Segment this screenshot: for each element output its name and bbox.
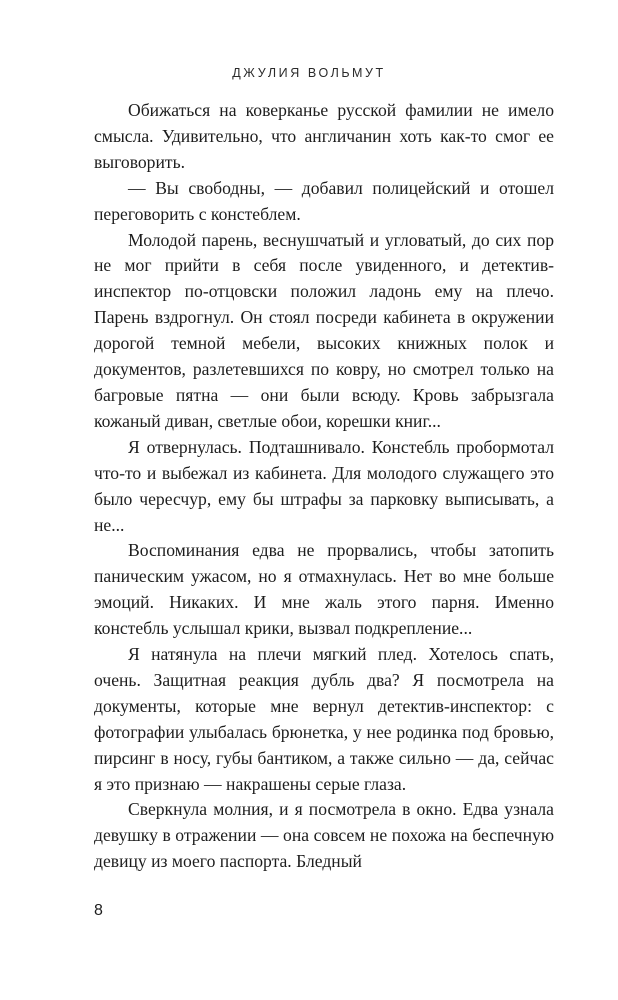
page-number: 8	[94, 902, 103, 919]
paragraph: Я отвернулась. Подташнивало. Констебль пробормотал что-то и выбежал из кабинета. Для молодого служащего это было чересчур, ему бы штрафы за парковку выписывать, а не...	[94, 436, 554, 535]
paragraph: — Вы свободны, — добавил полицейский и отошел переговорить с констеблем.	[94, 177, 554, 224]
body-text	[94, 98, 554, 875]
running-head: ДЖУЛИЯ ВОЛЬМУТ	[232, 66, 386, 80]
paragraph: Молодой парень, веснушчатый и угловатый, до сих пор не мог прийти в себя после увиденного, и детектив-инспектор по-отцовски положил ладонь ему на плечо. Парень вздрогнул. Он стоял посреди кабинета в окружении дорогой темной мебели, высоких книжных полок и документов, разлетевшихся по ковру, но смотрел только на багровые пятна — они были всюду. Кровь забрызгала кожаный диван, светлые обои, корешки книг...	[94, 229, 554, 431]
paragraph: Воспоминания едва не прорвались, чтобы затопить паническим ужасом, но я отмахнулась. Нет во мне больше эмоций. Никаких. И мне жаль этого парня. Именно констебль услышал крики, вызвал подкрепление...	[94, 540, 554, 639]
paragraph: Я натянула на плечи мягкий плед. Хотелось спать, очень. Защитная реакция дубль два? Я посмотрела на документы, которые мне вернул детектив-инспектор: с фотографии улыбалась брюнетка, у нее родинка под бровью, пирсинг в носу, губы бантиком, а также сильно — да, сейчас я это признаю — накрашены серые глаза.	[94, 644, 554, 794]
paragraph: Сверкнула молния, и я посмотрела в окно. Едва узнала девушку в отражении — она совсем не похожа на беспечную девицу из моего паспорта. Бледный	[94, 799, 554, 872]
paragraph: Обижаться на коверканье русской фамилии не имело смысла. Удивительно, что англичанин хоть как-то смог ее выговорить.	[94, 100, 554, 172]
